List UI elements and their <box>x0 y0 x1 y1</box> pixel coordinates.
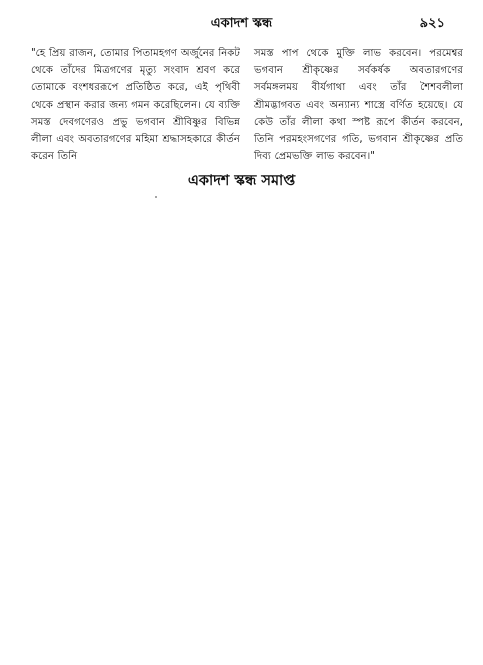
canto-closing-title: একাদশ স্কন্ধ সমাপ্ত <box>187 173 296 189</box>
left-column-text: "হে প্রিয় রাজন, তোমার পিতামহগণ অর্জুনের নিকট থেকে তাঁদের মিত্রগণের মৃত্যু সংবাদ শ্রবণ করে তোমাকে বংশধররূপে প্রতিষ্ঠিত করে, এই পৃথিবী থেকে প্রস্থান করার জন্য গমন করেছিলেন। যে ব্যক্তি সমস্ত দেবগণেরও প্রভু ভগবান শ্রীবিষ্ণুর বিভিন্ন লীলা এবং অবতারগণের মহিমা শ্রদ্ধাসহকারে কীর্তন করেন তিনি <box>31 48 240 163</box>
right-column-text: সমস্ত পাপ থেকে মুক্তি লাভ করবেন। পরমেশ্বর ভগবান শ্রীকৃষ্ণের সর্বকর্ষক অবতারগণের সর্বমঙ্গলময় বীর্যগাথা এবং তাঁর শৈশবলীলা শ্রীমদ্ভাগবত এবং অন্যান্য শাস্ত্রে বর্ণিত হয়েছে। যে কেউ তাঁর লীলা কথা স্পষ্ট রূপে কীর্তন করবেন, তিনি পরমহংসগণের গতি, ভগবান শ্রীকৃষ্ণের প্রতি দিব্য প্রেমভক্তি লাভ করবেন।" <box>254 48 463 163</box>
body-columns <box>31 45 463 165</box>
print-speck <box>155 196 157 198</box>
running-title: একাদশ স্কন্ধ <box>210 16 273 31</box>
page-number: ৯২১ <box>419 16 445 31</box>
running-header <box>0 12 483 36</box>
